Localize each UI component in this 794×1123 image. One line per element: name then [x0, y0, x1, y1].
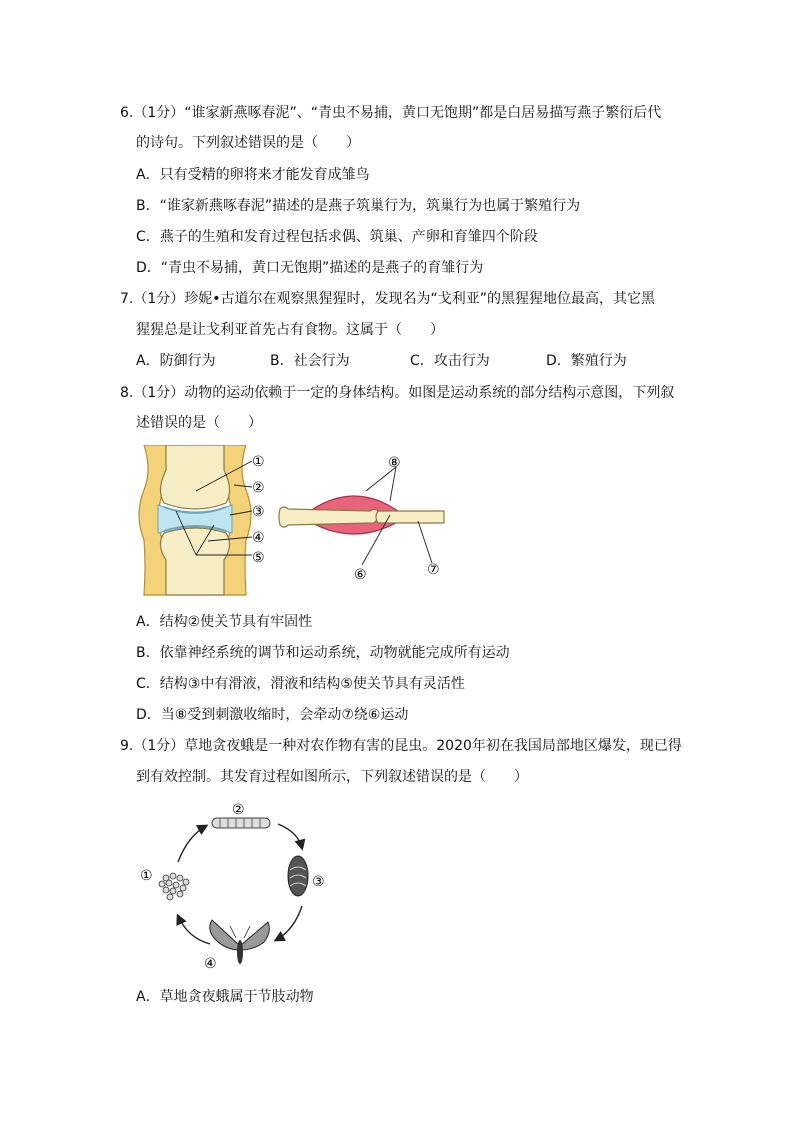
label-1: ①: [252, 454, 265, 470]
q8-stem-line2: 述错误的是（ ）: [136, 415, 262, 431]
q9-stem-line2: 到有效控制。其发育过程如图所示，下列叙述错误的是（ ）: [136, 769, 528, 785]
adult-moth: [210, 920, 270, 964]
label-4: ④: [204, 956, 217, 972]
muscle-figure: [279, 455, 444, 583]
label-8: ⑧: [388, 455, 401, 471]
q7-options: [136, 351, 696, 371]
upper-bone: [160, 445, 229, 509]
q8-stem-line1: 8.（1分）动物的运动依赖于一定的身体结构。如图是运动系统的部分结构示意图，下列叙: [120, 385, 675, 401]
label-7: ⑦: [427, 562, 440, 578]
q6-stem-line1: 6.（1分）“谁家新燕啄春泥”、“青虫不易捕，黄口无饱期”都是白居易描写燕子繁衍后代: [120, 105, 662, 121]
q6-option-b: B．“谁家新燕啄春泥”描述的是燕子筑巢行为，筑巢行为也属于繁殖行为: [136, 198, 581, 214]
label-6: ⑥: [354, 567, 367, 583]
larva: [212, 818, 270, 828]
q6-option-d: D．“青虫不易捕，黄口无饱期”描述的是燕子的育雏行为: [136, 260, 484, 276]
q6-option-c: C．燕子的生殖和发育过程包括求偶、筑巢、产卵和育雏四个阶段: [136, 229, 538, 245]
label-2: ②: [232, 802, 245, 818]
q6-stem-line2: 的诗句。下列叙述错误的是（ ）: [136, 135, 360, 151]
q8-option-b: B．依靠神经系统的调节和运动系统，动物就能完成所有运动: [136, 645, 510, 661]
q9-option-a: A．草地贪夜蛾属于节肢动物: [136, 989, 314, 1005]
q7-option-a: A．防御行为: [136, 353, 216, 369]
q7-stem-line2: 猩猩总是让戈利亚首先占有食物。这属于（ ）: [136, 322, 444, 338]
label-1: ①: [140, 868, 153, 884]
q8-option-c: C．结构③中有滑液，滑液和结构⑤使关节具有灵活性: [136, 676, 465, 692]
q6-option-a: A．只有受精的卵将来才能发育成雏鸟: [136, 167, 370, 183]
joint-figure: [139, 445, 265, 595]
q9-stem-line1: 9.（1分）草地贪夜蛾是一种对农作物有害的昆虫。2020年初在我国局部地区爆发，现已得: [120, 738, 682, 754]
eggs: [159, 873, 189, 900]
label-3: ③: [312, 874, 325, 890]
q7-stem-line1: 7.（1分）珍妮•古道尔在观察黑猩猩时，发现名为“戈利亚”的黑猩猩地位最高，其它黑: [120, 291, 656, 307]
moth-lifecycle-diagram: [136, 798, 336, 978]
joint-muscle-diagram: [134, 445, 454, 600]
q7-option-c: C．攻击行为: [410, 353, 490, 369]
label-3: ③: [252, 504, 265, 520]
label-2: ②: [252, 480, 265, 496]
lower-bone: [160, 528, 229, 595]
pupa: [288, 856, 308, 896]
label-5: ⑤: [252, 550, 265, 566]
q8-option-d: D．当⑧受到刺激收缩时，会牵动⑦绕⑥运动: [136, 707, 409, 723]
label-4: ④: [252, 530, 265, 546]
q8-option-a: A．结构②使关节具有牢固性: [136, 614, 313, 630]
q7-option-d: D．繁殖行为: [546, 353, 627, 369]
q7-option-b: B．社会行为: [270, 353, 350, 369]
